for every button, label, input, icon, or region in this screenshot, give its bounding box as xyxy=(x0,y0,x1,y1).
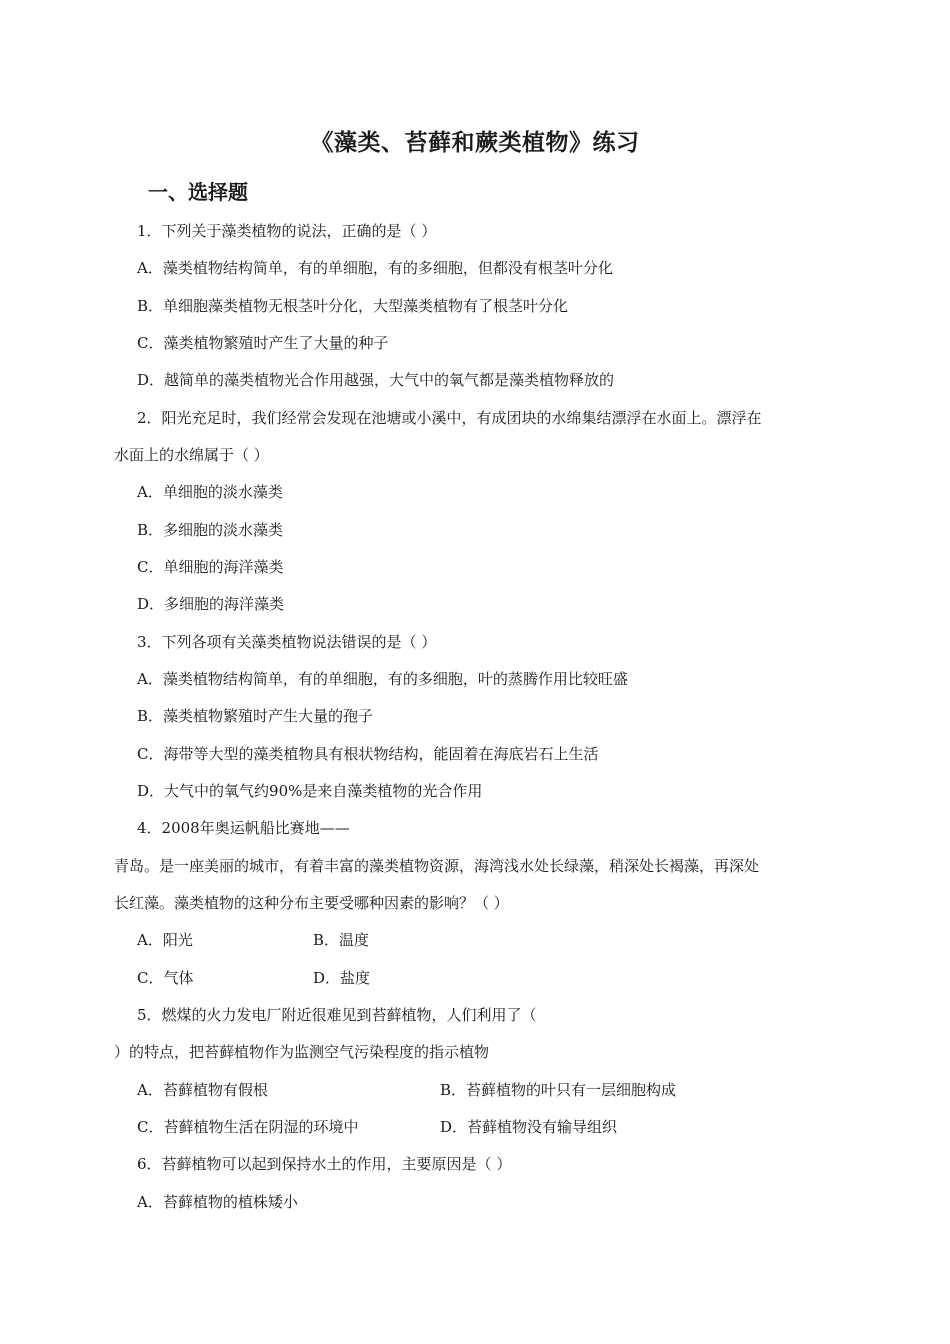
q4-stem-line3: 长红藻。藻类植物的这种分布主要受哪种因素的影响？（ ） xyxy=(114,894,509,912)
q5-stem-line1: 5．燃煤的火力发电厂附近很难见到苔藓植物，人们利用了（ xyxy=(137,1006,537,1024)
q5-option-d: D．苔藓植物没有输导组织 xyxy=(440,1118,618,1136)
q2-stem-line2: 水面上的水绵属于（ ） xyxy=(114,446,269,464)
q1-option-a: A．藻类植物结构简单，有的单细胞，有的多细胞，但都没有根茎叶分化 xyxy=(137,259,613,277)
q3-option-a: A．藻类植物结构简单，有的单细胞，有的多细胞，叶的蒸腾作用比较旺盛 xyxy=(137,670,628,688)
q6-option-a: A．苔藓植物的植株矮小 xyxy=(137,1193,298,1211)
q3-option-c: C．海带等大型的藻类植物具有根状物结构，能固着在海底岩石上生活 xyxy=(137,745,599,763)
q4-stem-line2: 青岛。是一座美丽的城市，有着丰富的藻类植物资源，海湾浅水处长绿藻，稍深处长褐藻，再深处 xyxy=(114,857,760,875)
q2-option-c: C．单细胞的海洋藻类 xyxy=(137,558,284,576)
q5-option-b: B．苔藓植物的叶只有一层细胞构成 xyxy=(440,1081,677,1099)
q1-option-d: D．越简单的藻类植物光合作用越强，大气中的氧气都是藻类植物释放的 xyxy=(137,371,615,389)
q5-option-a: A．苔藓植物有假根 xyxy=(137,1081,268,1099)
q3-option-b: B．藻类植物繁殖时产生大量的孢子 xyxy=(137,707,374,725)
q1-option-c: C．藻类植物繁殖时产生了大量的种子 xyxy=(137,334,389,352)
q6-stem: 6．苔藓植物可以起到保持水土的作用，主要原因是（ ） xyxy=(137,1155,512,1173)
q2-option-b: B．多细胞的淡水藻类 xyxy=(137,521,284,539)
q4-stem-line1: 4．2008年奥运帆船比赛地—— xyxy=(137,819,350,837)
q4-option-b: B．温度 xyxy=(313,931,370,949)
q2-option-d: D．多细胞的海洋藻类 xyxy=(137,595,285,613)
q3-stem: 3．下列各项有关藻类植物说法错误的是（ ） xyxy=(137,633,437,651)
q5-stem-line2: ）的特点，把苔藓植物作为监测空气污染程度的指示植物 xyxy=(114,1043,490,1061)
section-heading: 一、选择题 xyxy=(148,180,248,204)
q2-option-a: A．单细胞的淡水藻类 xyxy=(137,483,283,501)
q4-option-d: D．盐度 xyxy=(313,969,371,987)
q4-option-a: A．阳光 xyxy=(137,931,193,949)
q4-option-c: C．气体 xyxy=(137,969,194,987)
q3-option-d: D．大气中的氧气约90%是来自藻类植物的光合作用 xyxy=(137,782,483,800)
q2-stem-line1: 2．阳光充足时，我们经常会发现在池塘或小溪中，有成团块的水绵集结漂浮在水面上。漂浮在 xyxy=(137,409,762,427)
q5-option-c: C．苔藓植物生活在阴湿的环境中 xyxy=(137,1118,359,1136)
q1-option-b: B．单细胞藻类植物无根茎叶分化，大型藻类植物有了根茎叶分化 xyxy=(137,297,569,315)
q1-stem: 1．下列关于藻类植物的说法，正确的是（ ） xyxy=(137,222,437,240)
document-title: 《藻类、苔藓和蕨类植物》练习 xyxy=(310,130,640,156)
